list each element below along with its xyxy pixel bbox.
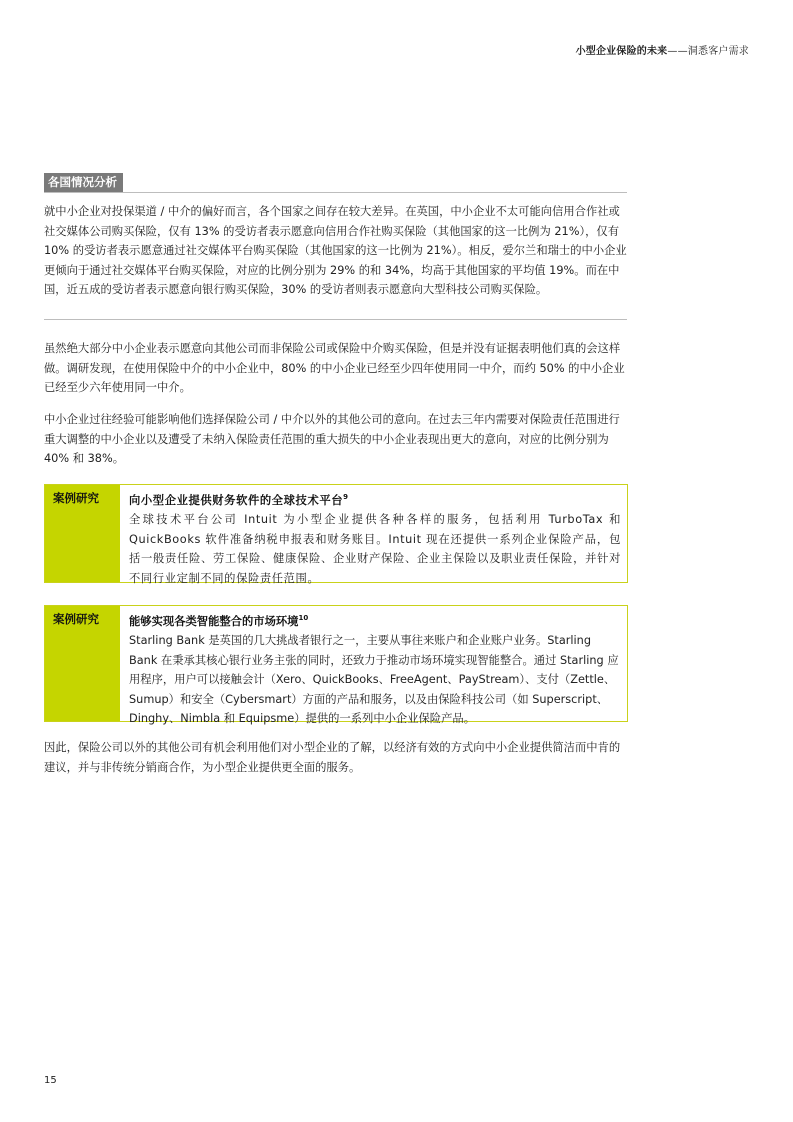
paragraph-past-experience: 中小企业过往经验可能影响他们选择保险公司 / 中介以外的其他公司的意向。在过去三年内需要对保险责任范围进行重大调整的中小企业以及遭受了未纳入保险责任范围的重大损失的中小企业表现出更大的意向，对应的比例分别为 40% 和 38%。 xyxy=(44,413,620,465)
header-subtitle: ——洞悉客户需求 xyxy=(667,46,749,57)
case-study-tag: 案例研究 xyxy=(45,606,120,721)
page-number: 15 xyxy=(44,1075,57,1086)
section-label: 各国情况分析 xyxy=(44,173,123,192)
header-title: 小型企业保险的未来 xyxy=(575,46,668,57)
running-header xyxy=(576,42,749,57)
case-study-body: 全球技术平台公司 Intuit 为小型企业提供各种各样的服务，包括利用 TurboTax 和 QuickBooks 软件准备纳税申报表和财务账目。Intuit 现在还提供一系列企业保险产品，包括一般责任险、劳工保险、健康保险、企业财产保险、企业主保险以及职业责任保险，并针对不同行业定制不同的保险责任范围。 xyxy=(129,513,621,585)
case-study-content xyxy=(129,485,627,591)
footnote-ref: 9 xyxy=(343,493,349,501)
paragraph-intermediary-loyalty: 虽然绝大部分中小企业表示愿意向其他公司而非保险公司或保险中介购买保险，但是并没有证据表明他们真的会这样做。调研发现，在使用保险中介的中小企业中，80% 的中小企业已经至少四年使用同一中介，而约 50% 的中小企业已经至少六年使用同一中介。 xyxy=(44,342,625,394)
section-heading xyxy=(44,173,627,193)
paragraph-conclusion: 因此，保险公司以外的其他公司有机会利用他们对小型企业的了解，以经济有效的方式向中小企业提供简洁而中肯的建议，并与非传统分销商合作，为小型企业提供更全面的服务。 xyxy=(44,741,621,774)
case-study-title-text: 能够实现各类智能整合的市场环境 xyxy=(129,614,299,628)
footnote-ref: 10 xyxy=(298,614,309,622)
case-study-box xyxy=(44,605,628,726)
section-divider xyxy=(44,319,627,320)
case-study-title xyxy=(129,609,621,631)
case-study-tag: 案例研究 xyxy=(45,485,120,582)
case-study-box xyxy=(44,484,628,583)
case-study-body: Starling Bank 是英国的几大挑战者银行之一，主要从事往来账户和企业账户业务。Starling Bank 在秉承其核心银行业务主张的同时，还致力于推动市场环境实现智能整合。通过 Starling 应用程序，用户可以接触会计（Xero、QuickBooks、FreeAgent、PayStream）、支付（Zettle、Sumup）和安全（Cybersmart）方面的产品和服务，以及由保险科技公司（如 Superscript、Dinghy、Nimbla 和 Equipsme）提供的一系列中小企业保险产品。 xyxy=(129,634,619,726)
case-study-title-text: 向小型企业提供财务软件的全球技术平台 xyxy=(129,493,344,507)
case-study-content xyxy=(129,606,627,732)
case-study-title xyxy=(129,488,621,510)
paragraph-country-analysis: 就中小企业对投保渠道 / 中介的偏好而言，各个国家之间存在较大差异。在英国，中小企业不太可能向信用合作社或社交媒体公司购买保险，仅有 13% 的受访者表示愿意向信用合作社购买保险（其他国家的这一比例为 21%），仅有 10% 的受访者表示愿意通过社交媒体平台购买保险（其他国家的这一比例为 21%）。相反，爱尔兰和瑞士的中小企业更倾向于通过社交媒体平台购买保险，对应的比例分别为 29% 的和 34%，均高于其他国家的平均值 19%。而在中国，近五成的受访者表示愿意向银行购买保险，30% 的受访者则表示愿意向大型科技公司购买保险。 xyxy=(44,205,627,296)
